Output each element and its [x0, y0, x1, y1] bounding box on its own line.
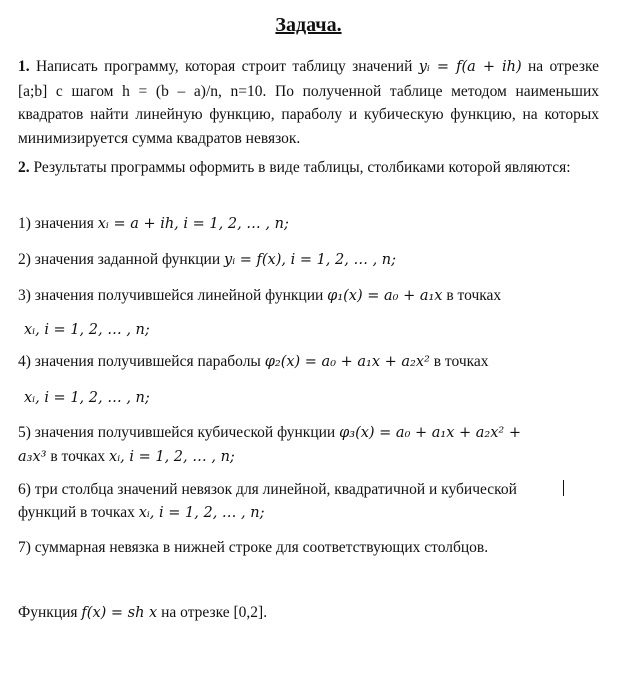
item-5-text: 5) значения получившейся кубической функции [18, 424, 340, 441]
function-line [18, 601, 267, 626]
list-item-7 [18, 536, 488, 560]
item-5-tail: в точках [46, 448, 110, 465]
paragraph-1-number: 1. [18, 58, 30, 75]
item-4-tail: в точках [429, 353, 489, 370]
list-item-3 [18, 284, 501, 309]
list-item-6-cont [18, 501, 264, 526]
task-paragraph-1 [18, 55, 599, 150]
function-text-a: Функция [18, 604, 82, 621]
page-title: Задача. [275, 14, 342, 36]
item-3-text: 3) значения получившейся линейной функции [18, 287, 328, 304]
list-item-6 [18, 478, 517, 502]
task-paragraph-2 [18, 156, 599, 180]
list-item-5-cont [18, 445, 235, 470]
list-item-5 [18, 421, 521, 446]
item-1-text: 1) значения [18, 215, 98, 232]
item-6-points-formula: xᵢ, i = 1, 2, … , n; [138, 505, 265, 521]
item-3-points-formula: xᵢ, i = 1, 2, … , n; [24, 322, 150, 338]
list-item-1 [18, 212, 289, 237]
list-item-4-points [24, 386, 150, 411]
list-item-3-points [24, 318, 150, 343]
item-4-formula: φ₂(x) = a₀ + a₁x + a₂x² [264, 354, 430, 370]
item-4-text: 4) значения получившейся параболы [18, 353, 265, 370]
list-item-2 [18, 248, 396, 273]
paragraph-1-formula: yᵢ = f(a + ih) [418, 59, 522, 75]
item-3-formula: φ₁(x) = a₀ + a₁x [327, 288, 443, 304]
item-5-formula: φ₃(x) = a₀ + a₁x + a₂x² + [339, 425, 521, 441]
item-6-text-2: функций в точках [18, 504, 139, 521]
item-5-formula-2: a₃x³ [18, 449, 47, 465]
item-4-points-formula: xᵢ, i = 1, 2, … , n; [24, 390, 150, 406]
paragraph-1-text-b: на отрезке [a;b] с шагом h = (b – a)/n, n=10. По полученной таблице методом наименьших квадратов найти линейную функцию, параболу и кубическую функцию, на которых минимизируется сумма квадратов невязок. [18, 58, 599, 147]
function-formula: f(x) = sh x [81, 605, 158, 621]
item-7-text: 7) суммарная невязка в нижней строке для соответствующих столбцов. [18, 539, 489, 556]
item-2-text: 2) значения заданной функции [18, 251, 225, 268]
list-item-4 [18, 350, 489, 375]
item-3-tail: в точках [442, 287, 502, 304]
paragraph-1-text-a: Написать программу, которая строит таблицу значений [29, 58, 419, 75]
paragraph-2-number: 2. [18, 159, 30, 176]
text-cursor [563, 480, 564, 496]
paragraph-2-text: Результаты программы оформить в виде таблицы, столбиками которой являются: [29, 159, 571, 176]
item-6-text: 6) три столбца значений невязок для линейной, квадратичной и кубической [18, 481, 517, 498]
item-2-formula: yᵢ = f(x), i = 1, 2, … , n; [224, 252, 397, 268]
item-1-formula: xᵢ = a + ih, i = 1, 2, … , n; [97, 216, 289, 232]
item-5-points-formula: xᵢ, i = 1, 2, … , n; [109, 449, 235, 465]
function-text-b: на отрезке [0,2]. [157, 604, 268, 621]
